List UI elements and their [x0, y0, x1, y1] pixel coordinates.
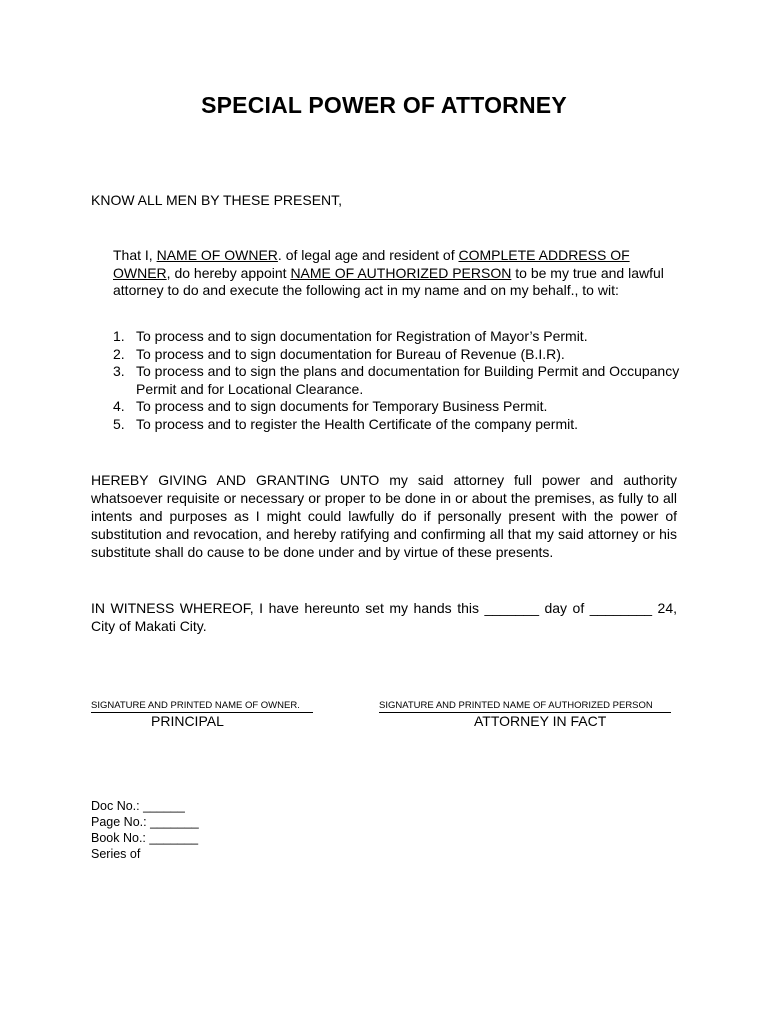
- list-item: [113, 398, 683, 416]
- list-item-text: To process and to sign documentation for Registration of Mayor’s Permit.: [136, 328, 588, 344]
- list-item: [113, 416, 683, 434]
- page-no-field: Page No.: _______: [91, 815, 199, 829]
- salutation: KNOW ALL MEN BY THESE PRESENT,: [91, 192, 343, 208]
- authorized-signature-line: SIGNATURE AND PRINTED NAME OF AUTHORIZED PERSON: [379, 700, 671, 713]
- page-title: SPECIAL POWER OF ATTORNEY: [201, 92, 567, 118]
- owner-address-field: COMPLETE ADDRESS OF OWNER: [113, 247, 630, 281]
- list-item-number: 3.: [113, 363, 125, 379]
- list-item-text: To process and to register the Health Certificate of the company permit.: [136, 415, 578, 432]
- principal-label: PRINCIPAL: [151, 713, 224, 729]
- list-item: [113, 363, 683, 398]
- attorney-in-fact-label: ATTORNEY IN FACT: [474, 713, 607, 729]
- list-item-number: 4.: [113, 398, 125, 414]
- list-item-text: To process and to sign documents for Temporary Business Permit.: [136, 398, 548, 414]
- owner-signature-line: SIGNATURE AND PRINTED NAME OF OWNER.: [91, 700, 313, 713]
- list-item-text: To process and to sign documentation for Bureau of Revenue (B.I.R).: [136, 345, 565, 362]
- list-item-text: To process and to sign the plans and documentation for Building Permit and Occupancy Permit and for Locational Clearance.: [136, 363, 680, 397]
- list-item: [113, 346, 683, 364]
- list-item-number: 2.: [113, 345, 125, 362]
- intro-text-4: to be my true and lawful attorney to do and execute the following act in my name and on my behalf., to wit:: [113, 264, 664, 298]
- book-no-field: Book No.: _______: [91, 831, 199, 845]
- series-field: Series of: [91, 847, 141, 861]
- doc-no-field: Doc No.: ______: [91, 799, 185, 813]
- list-item-number: 5.: [113, 415, 125, 432]
- list-item-number: 1.: [113, 328, 125, 344]
- intro-text-1: That I,: [113, 247, 157, 263]
- authorized-name-field: NAME OF AUTHORIZED PERSON: [290, 264, 512, 281]
- intro-text-3: , do hereby appoint: [166, 264, 291, 281]
- owner-name-field: NAME OF OWNER: [156, 247, 278, 263]
- list-item: [113, 328, 683, 346]
- acts-list: [113, 328, 683, 433]
- witness-paragraph: IN WITNESS WHEREOF, I have hereunto set my hands this _______ day of ________ 24, City of Makati City.: [91, 600, 677, 634]
- notary-block: [91, 798, 199, 862]
- granting-paragraph: HEREBY GIVING AND GRANTING UNTO my said attorney full power and authority whatsoever requisite or necessary or proper to be done in or about the premises, as fully to all intents and purposes as I might could lawfully do if personally present with the power of substitution and revocation, and hereby ratifying and confirming all that my said attorney or his substitute shall do cause to be done under and by virtue of these presents.: [91, 472, 677, 560]
- intro-text-2: . of legal age and resident of: [277, 247, 459, 263]
- intro-paragraph: [113, 247, 683, 300]
